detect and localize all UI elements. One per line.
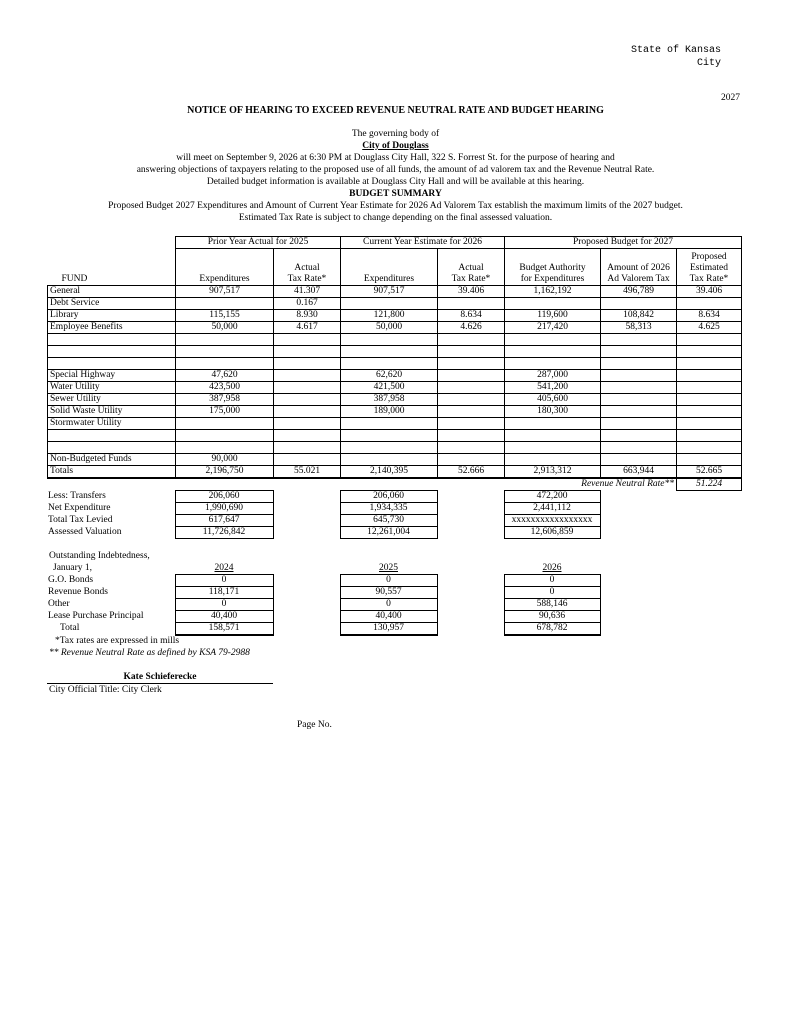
budget-cell-auth: 180,300 — [505, 406, 601, 418]
budget-year: 2027 — [721, 93, 740, 103]
budget-row — [48, 322, 742, 334]
summary-label-cell: Net Expenditure — [48, 503, 111, 513]
summary-prior-cell: 1,990,690 — [175, 503, 273, 515]
budget-cell-est — [677, 430, 742, 442]
budget-cell-adv — [601, 382, 677, 394]
budget-cell-exp1 — [176, 442, 274, 454]
fund-name-cell: Debt Service — [48, 298, 176, 310]
budget-row — [48, 430, 742, 442]
budget-summary-table — [47, 236, 742, 491]
debt-v1-cell: 40,400 — [175, 611, 273, 623]
debt-v2-cell: 40,400 — [340, 611, 437, 623]
budget-cell-adv — [601, 394, 677, 406]
debt-row — [47, 623, 600, 636]
limits-line: Proposed Budget 2027 Expenditures and Amount of Current Year Estimate for 2026 Ad Valorem Tax establish the maximum limits of the 2027 budget. — [108, 201, 683, 211]
budget-row — [48, 442, 742, 454]
col-header-rate-prior — [274, 249, 341, 286]
signature-name: Kate Schieferecke — [47, 672, 273, 684]
fund-name-cell: Solid Waste Utility — [48, 406, 176, 418]
debt-row — [47, 611, 600, 623]
budget-cell-adv — [601, 370, 677, 382]
budget-cell-adv — [601, 334, 677, 346]
budget-cell-exp1: 2,196,750 — [176, 466, 274, 479]
estimate-note-line: Estimated Tax Rate is subject to change depending on the final assessed valuation. — [238, 213, 553, 223]
budget-cell-adv: 58,313 — [601, 322, 677, 334]
budget-cell-exp2: 62,620 — [341, 370, 438, 382]
summary-current-cell: 12,261,004 — [340, 527, 437, 539]
debt-v2-cell: 90,557 — [340, 587, 437, 599]
entity-type-label: City — [696, 58, 721, 69]
budget-cell-auth — [505, 358, 601, 370]
budget-cell-exp2: 421,500 — [341, 382, 438, 394]
budget-cell-rate2: 39.406 — [438, 286, 505, 298]
notice-title: NOTICE OF HEARING TO EXCEED REVENUE NEUTRAL RATE AND BUDGET HEARING — [187, 105, 604, 116]
col-header-ad-valorem — [601, 249, 677, 286]
col-header-fund: FUND — [48, 249, 176, 286]
group-header-prior: Prior Year Actual for 2025 — [176, 237, 341, 249]
budget-cell-adv — [601, 346, 677, 358]
budget-cell-rate2: 52.666 — [438, 466, 505, 479]
budget-cell-adv — [601, 298, 677, 310]
fund-name-cell: Water Utility — [48, 382, 176, 394]
debt-v1-cell: 0 — [175, 599, 273, 611]
debt-v1-cell: 158,571 — [175, 623, 273, 636]
group-header-proposed: Proposed Budget for 2027 — [505, 237, 742, 249]
debt-v2-cell: 130,957 — [340, 623, 437, 636]
col-header-rate-current-b: Tax Rate* — [451, 274, 491, 284]
budget-row — [48, 358, 742, 370]
revenue-neutral-rate-row — [48, 478, 742, 491]
budget-cell-rate1 — [274, 454, 341, 466]
fund-name-cell — [48, 346, 176, 358]
debt-label-cell: Revenue Bonds — [48, 587, 108, 597]
city-name: City of Douglass — [362, 141, 429, 151]
budget-cell-exp2 — [341, 334, 438, 346]
budget-cell-exp1: 387,958 — [176, 394, 274, 406]
budget-row — [48, 454, 742, 466]
meeting-line: will meet on September 9, 2026 at 6:30 PM at Douglass City Hall, 322 S. Forrest St. for the purpose of hearing and — [176, 153, 615, 163]
debt-row — [47, 575, 600, 587]
col-header-authority-a: Budget Authority — [519, 263, 586, 273]
budget-cell-rate1 — [274, 382, 341, 394]
budget-cell-auth — [505, 418, 601, 430]
budget-cell-exp2 — [341, 430, 438, 442]
summary-current-cell: 645,730 — [340, 515, 437, 527]
budget-cell-est: 39.406 — [677, 286, 742, 298]
page-number-label: Page No. — [297, 720, 332, 730]
budget-cell-rate1: 55.021 — [274, 466, 341, 479]
summary-row — [47, 491, 600, 503]
debt-v2-cell: 0 — [340, 599, 437, 611]
budget-cell-est: 8.634 — [677, 310, 742, 322]
budget-cell-est — [677, 406, 742, 418]
budget-cell-exp2: 189,000 — [341, 406, 438, 418]
debt-v3-cell: 678,782 — [504, 623, 600, 636]
group-header-current: Current Year Estimate for 2026 — [341, 237, 505, 249]
budget-cell-rate2 — [438, 382, 505, 394]
budget-row — [48, 334, 742, 346]
budget-row — [48, 466, 742, 479]
fund-name-cell: Stormwater Utility — [48, 418, 176, 430]
col-header-authority — [505, 249, 601, 286]
summary-row — [47, 515, 600, 527]
budget-cell-rate1: 4.617 — [274, 322, 341, 334]
budget-cell-adv — [601, 358, 677, 370]
budget-cell-auth: 119,600 — [505, 310, 601, 322]
col-header-ad-valorem-a: Amount of 2026 — [607, 263, 670, 273]
budget-cell-exp1: 115,155 — [176, 310, 274, 322]
budget-cell-adv: 496,789 — [601, 286, 677, 298]
footnote-mills: *Tax rates are expressed in mills — [55, 636, 180, 646]
signature-title: City Official Title: City Clerk — [49, 685, 162, 695]
fund-name-cell: Totals — [48, 466, 176, 479]
col-header-rate-current-a: Actual — [458, 263, 484, 273]
budget-cell-auth — [505, 454, 601, 466]
budget-cell-est — [677, 346, 742, 358]
col-header-authority-b: for Expenditures — [520, 274, 585, 284]
budget-cell-exp1: 47,620 — [176, 370, 274, 382]
budget-cell-rate2: 4.626 — [438, 322, 505, 334]
fund-name-cell: Library — [48, 310, 176, 322]
budget-cell-rate1 — [274, 370, 341, 382]
budget-cell-adv — [601, 430, 677, 442]
budget-cell-adv — [601, 418, 677, 430]
debt-year-3: 2026 — [542, 563, 562, 573]
col-header-rate-current — [438, 249, 505, 286]
summary-label-cell: Total Tax Levied — [48, 515, 113, 525]
budget-row — [48, 382, 742, 394]
summary-current-cell: 1,934,335 — [340, 503, 437, 515]
col-header-exp-prior: Expenditures — [176, 249, 274, 286]
summary-prior-cell: 617,647 — [175, 515, 273, 527]
col-header-est-rate-b: Estimated — [690, 263, 728, 273]
summary-table — [47, 490, 601, 539]
budget-cell-exp2: 50,000 — [341, 322, 438, 334]
debt-label-1: Outstanding Indebtedness, — [49, 551, 150, 561]
fund-name-cell: Special Highway — [48, 370, 176, 382]
debt-v3-cell: 0 — [504, 575, 600, 587]
budget-cell-rate1 — [274, 394, 341, 406]
budget-cell-exp2: 121,800 — [341, 310, 438, 322]
budget-cell-rate1 — [274, 406, 341, 418]
budget-cell-rate1 — [274, 334, 341, 346]
budget-cell-exp2 — [341, 442, 438, 454]
budget-cell-exp1 — [176, 430, 274, 442]
debt-row — [47, 587, 600, 599]
fund-name-cell: General — [48, 286, 176, 298]
debt-v1-cell: 0 — [175, 575, 273, 587]
debt-year-1: 2024 — [214, 563, 234, 573]
budget-cell-rate1 — [274, 442, 341, 454]
budget-row — [48, 370, 742, 382]
budget-cell-exp1 — [176, 346, 274, 358]
budget-cell-est — [677, 454, 742, 466]
debt-year-2: 2025 — [379, 563, 398, 573]
debt-table — [47, 563, 601, 636]
summary-row — [47, 503, 600, 515]
budget-cell-est — [677, 358, 742, 370]
budget-cell-rate1 — [274, 418, 341, 430]
col-header-est-rate-c: Tax Rate* — [689, 274, 729, 284]
budget-cell-adv: 663,944 — [601, 466, 677, 479]
budget-cell-rate1: 8.930 — [274, 310, 341, 322]
fund-name-cell: Non-Budgeted Funds — [48, 454, 176, 466]
budget-cell-rate2 — [438, 454, 505, 466]
budget-cell-rate1: 0.167 — [274, 298, 341, 310]
budget-cell-exp2: 387,958 — [341, 394, 438, 406]
summary-label-cell: Less: Transfers — [48, 491, 106, 501]
budget-row — [48, 346, 742, 358]
budget-cell-adv — [601, 454, 677, 466]
budget-cell-est — [677, 442, 742, 454]
purpose-line: answering objections of taxpayers relating to the proposed use of all funds, the amount of ad valorem tax and the Revenue Neutral Rate. — [136, 165, 655, 175]
col-header-rate-prior-b: Tax Rate* — [287, 274, 327, 284]
fund-name-cell — [48, 334, 176, 346]
budget-row — [48, 310, 742, 322]
budget-cell-est — [677, 418, 742, 430]
budget-cell-rate2 — [438, 358, 505, 370]
budget-cell-rate1 — [274, 430, 341, 442]
summary-label-cell: Assessed Valuation — [48, 527, 122, 537]
budget-cell-auth — [505, 346, 601, 358]
budget-cell-rate2 — [438, 406, 505, 418]
fund-name-cell: Sewer Utility — [48, 394, 176, 406]
fund-name-cell — [48, 442, 176, 454]
rnr-label: Revenue Neutral Rate** — [505, 478, 677, 491]
summary-prior-cell: 206,060 — [175, 491, 273, 503]
debt-label-cell: Lease Purchase Principal — [48, 611, 144, 621]
fund-name-cell: Employee Benefits — [48, 322, 176, 334]
debt-label-cell: G.O. Bonds — [48, 575, 94, 585]
budget-cell-rate2 — [438, 430, 505, 442]
budget-cell-rate2 — [438, 442, 505, 454]
summary-proposed-cell: 12,606,859 — [504, 527, 600, 539]
budget-cell-exp1 — [176, 334, 274, 346]
summary-row — [47, 527, 600, 539]
summary-current-cell: 206,060 — [340, 491, 437, 503]
budget-cell-exp2: 907,517 — [341, 286, 438, 298]
budget-cell-exp1 — [176, 298, 274, 310]
budget-row — [48, 418, 742, 430]
budget-cell-exp2 — [341, 346, 438, 358]
budget-cell-auth: 2,913,312 — [505, 466, 601, 479]
budget-row — [48, 394, 742, 406]
summary-proposed-cell: 472,200 — [504, 491, 600, 503]
intro-line: The governing body of — [351, 129, 440, 139]
summary-proposed-cell: xxxxxxxxxxxxxxxxx — [504, 515, 600, 527]
budget-cell-exp1: 175,000 — [176, 406, 274, 418]
budget-cell-rate2 — [438, 334, 505, 346]
budget-cell-rate1: 41.307 — [274, 286, 341, 298]
col-header-est-rate — [677, 249, 742, 286]
budget-cell-exp1: 50,000 — [176, 322, 274, 334]
budget-cell-auth — [505, 430, 601, 442]
budget-cell-auth: 1,162,192 — [505, 286, 601, 298]
fund-name-cell — [48, 358, 176, 370]
rnr-value: 51.224 — [677, 478, 742, 491]
state-label: State of Kansas — [630, 45, 721, 56]
debt-v3-cell: 0 — [504, 587, 600, 599]
debt-label-2: January 1, — [53, 563, 93, 574]
budget-cell-rate1 — [274, 358, 341, 370]
budget-cell-exp1: 907,517 — [176, 286, 274, 298]
budget-row — [48, 298, 742, 310]
budget-cell-rate1 — [274, 346, 341, 358]
budget-cell-adv: 108,842 — [601, 310, 677, 322]
budget-cell-exp2 — [341, 298, 438, 310]
budget-cell-exp2 — [341, 418, 438, 430]
debt-v3-cell: 588,146 — [504, 599, 600, 611]
budget-cell-rate2 — [438, 370, 505, 382]
debt-row — [47, 599, 600, 611]
budget-cell-adv — [601, 406, 677, 418]
budget-cell-rate2 — [438, 418, 505, 430]
debt-v2-cell: 0 — [340, 575, 437, 587]
budget-cell-auth: 405,600 — [505, 394, 601, 406]
budget-cell-est — [677, 298, 742, 310]
budget-cell-exp2 — [341, 454, 438, 466]
summary-prior-cell: 11,726,842 — [175, 527, 273, 539]
budget-cell-rate2 — [438, 394, 505, 406]
budget-cell-auth: 287,000 — [505, 370, 601, 382]
budget-cell-exp1 — [176, 358, 274, 370]
footnote-rnr: ** Revenue Neutral Rate as defined by KSA 79-2988 — [49, 648, 250, 658]
budget-cell-est: 52.665 — [677, 466, 742, 479]
budget-cell-rate2: 8.634 — [438, 310, 505, 322]
budget-cell-exp2 — [341, 358, 438, 370]
budget-cell-adv — [601, 442, 677, 454]
budget-summary-heading: BUDGET SUMMARY — [349, 189, 442, 199]
budget-cell-auth: 217,420 — [505, 322, 601, 334]
budget-cell-rate2 — [438, 346, 505, 358]
col-header-est-rate-a: Proposed — [691, 252, 727, 262]
budget-cell-est — [677, 394, 742, 406]
summary-proposed-cell: 2,441,112 — [504, 503, 600, 515]
debt-v1-cell: 118,171 — [175, 587, 273, 599]
budget-cell-auth — [505, 442, 601, 454]
budget-cell-exp1 — [176, 418, 274, 430]
fund-name-cell — [48, 430, 176, 442]
budget-cell-exp1: 423,500 — [176, 382, 274, 394]
col-header-ad-valorem-b: Ad Valorem Tax — [607, 274, 670, 284]
debt-label-cell: Total — [60, 623, 80, 634]
budget-row — [48, 286, 742, 298]
budget-cell-auth — [505, 334, 601, 346]
budget-cell-auth — [505, 298, 601, 310]
debt-label-cell: Other — [48, 599, 70, 609]
budget-row — [48, 406, 742, 418]
budget-cell-exp2: 2,140,395 — [341, 466, 438, 479]
budget-cell-est: 4.625 — [677, 322, 742, 334]
budget-cell-est — [677, 382, 742, 394]
info-line: Detailed budget information is available at Douglass City Hall and will be available at this hearing. — [206, 177, 585, 187]
budget-cell-auth: 541,200 — [505, 382, 601, 394]
budget-cell-rate2 — [438, 298, 505, 310]
budget-cell-est — [677, 370, 742, 382]
budget-cell-exp1: 90,000 — [176, 454, 274, 466]
col-header-rate-prior-a: Actual — [294, 263, 320, 273]
debt-v3-cell: 90,636 — [504, 611, 600, 623]
col-header-exp-current: Expenditures — [341, 249, 438, 286]
budget-cell-est — [677, 334, 742, 346]
